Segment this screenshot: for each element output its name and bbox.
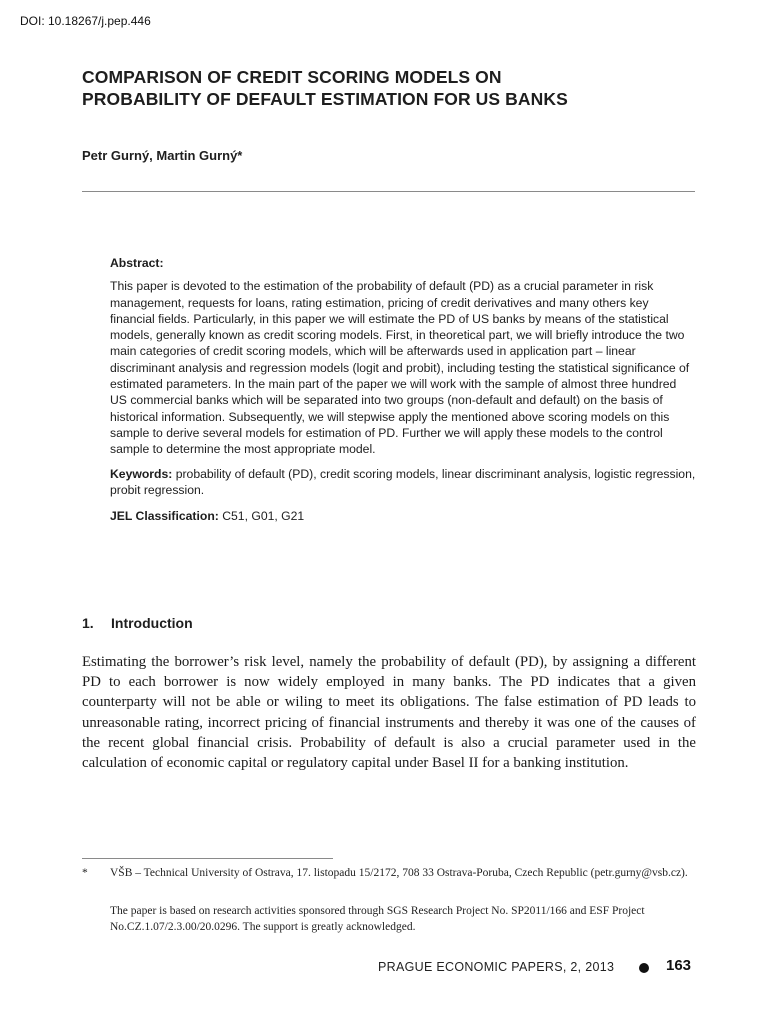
jel-codes: C51, G01, G21: [222, 509, 305, 524]
abstract-text: This paper is devoted to the estimation of the probability of default (PD) as a crucial parameter in risk management, requests for loans, rating estimation, pricing of credit derivatives and many others key financial fields. Particularly, in this paper we will estimate the PD of US banks by means of the statistical models, generally known as credit scoring models. First, in theoretical part, we will briefly introduce the two main categories of credit scoring models, which will be afterwards used in application part – linear discriminant analysis and regression models (logit and probit), including testing the statistical significance of estimated parameters. In the main part of the paper we will work with the sample of almost three hundred US commercial banks which will be separated into two groups (non-default and default) on the basis of historical information. Subsequently, we will stepwise apply the mentioned above scoring models on this sample to derive several models for estimation of PD. Further we will apply these models to the control sample to determine the most appropriate model.: [110, 279, 690, 457]
footer-bullet: [639, 963, 649, 973]
footnote-funding: The paper is based on research activities sponsored through SGS Research Project No. SP2011/166 and ESF Project No.CZ.1.07/2.3.00/20.0296. The support is greatly acknowledged.: [110, 905, 645, 933]
journal-footer: PRAGUE ECONOMIC PAPERS, 2, 2013: [378, 960, 615, 974]
author-list: Petr Gurný, Martin Gurný*: [82, 148, 243, 163]
jel-classification: [110, 508, 696, 524]
title-divider: [82, 191, 695, 192]
keywords-text: probability of default (PD), credit scoring models, linear discriminant analysis, logistic regression, probit regression.: [110, 466, 696, 497]
page-number: 163: [666, 957, 692, 974]
paper-title: [82, 66, 702, 110]
keywords-label: Keywords:: [110, 466, 173, 481]
keywords: [110, 466, 696, 499]
section-number: 1.: [82, 615, 94, 631]
footnote-divider: [82, 858, 333, 859]
footnote-mark: *: [82, 867, 88, 879]
paper-title-line-1: COMPARISON OF CREDIT SCORING MODELS ON: [82, 67, 502, 87]
section-heading-introduction: [82, 615, 193, 631]
section-title: Introduction: [111, 615, 193, 631]
jel-label: JEL Classification:: [110, 509, 219, 524]
abstract-section: [110, 255, 696, 524]
footnote-affiliation-text: VŠB – Technical University of Ostrava, 17. listopadu 15/2172, 708 33 Ostrava-Poruba, Czech Republic (petr.gurny@vsb.cz).: [110, 867, 688, 879]
abstract-heading: Abstract:: [110, 256, 164, 270]
footnote-affiliation: [82, 865, 696, 881]
introduction-paragraph: Estimating the borrower’s risk level, namely the probability of default (PD), by assigning a different PD to each borrower is now widely employed in many banks. The PD indicates that a given counterparty will not be able or wiling to meet its obligations. The false estimation of PD leads to unreasonable rating, incorrect pricing of financial instruments and thereby it was one of the causes of the recent global financial crisis. Probability of default is also a crucial parameter used in the calculation of economic capital or regulatory capital under Basel II for a banking institution.: [82, 654, 696, 772]
doi-label: DOI: 10.18267/j.pep.446: [20, 14, 151, 28]
paper-title-line-2: PROBABILITY OF DEFAULT ESTIMATION FOR US BANKS: [82, 89, 568, 109]
